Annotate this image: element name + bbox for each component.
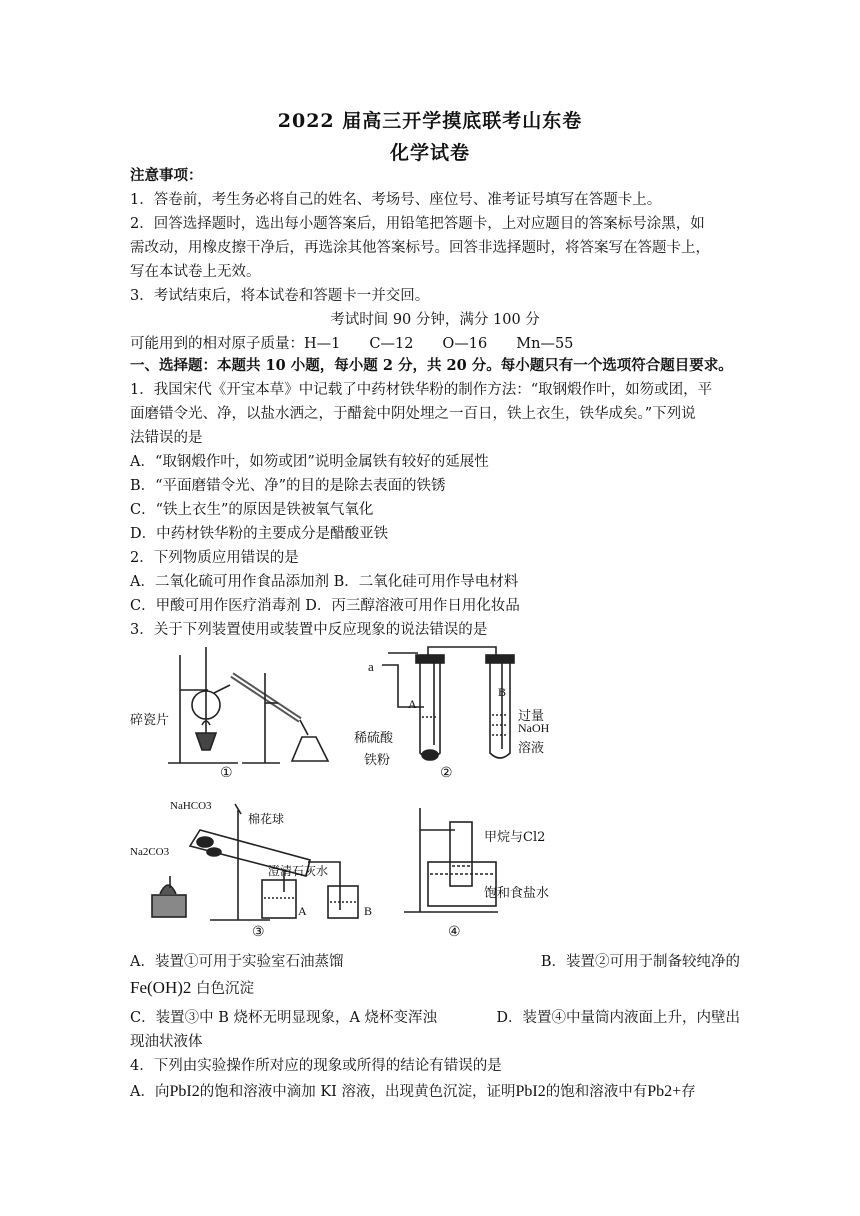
figure-3-caption: ③ xyxy=(252,924,265,940)
notice-item-2-line-2: 需改动，用橡皮擦干净后，再选涂其他答案标号。回答非选择题时，将答案写在答题卡上， xyxy=(130,240,710,256)
label-tube-a: A xyxy=(408,697,417,711)
q3-option-d-part2: 现油状液体 xyxy=(130,1034,203,1050)
label-cotton: 棉花球 xyxy=(248,812,285,826)
label-nahco3: NaHCO3 xyxy=(170,800,212,812)
label-excess: 过量 xyxy=(518,709,545,724)
label-methane-chlorine: 甲烷与Cl2 xyxy=(484,830,546,845)
q2-options-ab: A．二氧化硫可用作食品添加剂 B．二氧化硅可用作导电材料 xyxy=(130,574,519,590)
label-solution: 溶液 xyxy=(518,741,545,756)
label-saturated-brine: 饱和食盐水 xyxy=(484,886,550,901)
label-valve-a: a xyxy=(368,659,374,674)
label-dilute-acid: 稀硫酸 xyxy=(354,731,394,746)
label-beaker-b: B xyxy=(364,904,373,918)
label-na2co3: Na2CO3 xyxy=(130,846,170,858)
q4-option-a-text-2: 的饱和溶液中滴加 KI 溶液，出现黄色沉淀，证明 xyxy=(199,1084,516,1100)
q3-option-b-part2: 白色沉淀 xyxy=(196,981,254,997)
q2-options-cd: C．甲酸可用作医疗消毒剂 D．丙三醇溶液可用作日用化妆品 xyxy=(130,598,520,614)
label-broken-porcelain: 碎瓷片 xyxy=(130,713,170,728)
figure-2-caption: ② xyxy=(440,765,453,781)
q3-options-ab-row xyxy=(130,952,740,972)
q4-formula-pbi2-2: PbI2 xyxy=(515,1083,546,1100)
label-tube-b: B xyxy=(498,685,507,699)
q4-option-a-text-3: 的饱和溶液中有 xyxy=(545,1084,648,1100)
exam-info: 考试时间 90 分钟，满分 100 分 xyxy=(330,312,540,328)
methane-diagram xyxy=(400,800,500,925)
q2-stem: 2．下列物质应用错误的是 xyxy=(130,550,299,566)
figure-methane-chlorination xyxy=(400,800,550,940)
notice-item-2-line-1: 2．回答选择题时，选出每小题答案后，用铅笔把答题卡，上对应题目的答案标号涂黑，如 xyxy=(130,216,705,232)
q1-option-c: C．“铁上衣生”的原因是铁被氧气氧化 xyxy=(130,502,374,518)
notice-heading: 注意事项： xyxy=(130,167,203,184)
q3-options-cd-row xyxy=(130,1008,740,1028)
q1-stem-line-1: 1．我国宋代《开宝本草》中记载了中药材铁华粉的制作方法：“取钢煅作叶，如笏或团，平 xyxy=(130,382,713,398)
label-beaker-a: A xyxy=(298,904,307,918)
label-naoh: NaOH xyxy=(518,721,550,735)
q4-formula-pbi2-1: PbI2 xyxy=(169,1083,200,1100)
label-limewater: 澄清石灰水 xyxy=(268,864,329,878)
q3-stem: 3．关于下列装置使用或装置中反应现象的说法错误的是 xyxy=(130,622,488,638)
atomic-mass-line: 可能用到的相对原子质量：H—1 C—12 O—16 Mn—55 xyxy=(130,336,574,352)
q3-option-b-continued xyxy=(130,978,740,999)
q1-option-d: D．中药材铁华粉的主要成分是醋酸亚铁 xyxy=(130,526,389,542)
q3-option-c: C．装置③中 B 烧杯无明显现象，A 烧杯变浑浊 xyxy=(130,1010,438,1026)
q1-stem-line-2: 面磨错令光、净，以盐水洒之，于醋瓮中阴处埋之一百日，铁上衣生，铁华成矣。”下列说 xyxy=(130,406,696,422)
exam-title: 2022 届高三开学摸底联考山东卷 xyxy=(277,110,583,132)
section-heading: 一、选择题：本题共 10 小题，每小题 2 分，共 20 分。每小题只有一个选项符合题目要求。 xyxy=(130,357,733,374)
figure-distillation xyxy=(130,645,340,785)
figure-1-caption: ① xyxy=(220,765,233,781)
figure-carbonate-heating xyxy=(130,800,380,940)
q1-stem-line-3: 法错误的是 xyxy=(130,430,203,446)
q4-option-a xyxy=(130,1082,740,1102)
q3-option-a: A．装置①可用于实验室石油蒸馏 xyxy=(130,954,344,970)
q1-option-a: A．“取钢煅作叶，如笏或团”说明金属铁有较好的延展性 xyxy=(130,454,489,470)
q4-option-a-text-1: A．向 xyxy=(130,1084,170,1100)
q4-stem: 4．下列由实验操作所对应的现象或所得的结论有错误的是 xyxy=(130,1058,502,1074)
figure-feoh2-apparatus xyxy=(354,645,550,781)
q1-option-b: B．“平面磨错令光、净”的目的是除去表面的铁锈 xyxy=(130,478,446,494)
q4-formula-pb-ion: Pb2+ xyxy=(647,1083,682,1100)
q3-formula-feoh2: Fe(OH)2 xyxy=(130,978,192,997)
figure-4-caption: ④ xyxy=(448,924,461,940)
q3-option-b-part1: B．装置②可用于制备较纯净的 xyxy=(540,954,740,970)
label-iron-powder: 铁粉 xyxy=(364,753,391,768)
q3-option-d-part1: D．装置④中量筒内液面上升，内壁出 xyxy=(496,1010,740,1026)
notice-item-2-line-3: 写在本试卷上无效。 xyxy=(130,264,261,280)
q4-option-a-text-4: 存 xyxy=(681,1084,696,1100)
notice-item-3: 3．考试结束后，将本试卷和答题卡一并交回。 xyxy=(130,288,430,304)
notice-item-1: 1．答卷前，考生务必将自己的姓名、考场号、座位号、准考证号填写在答题卡上。 xyxy=(130,192,662,208)
exam-subject: 化学试卷 xyxy=(389,142,470,164)
